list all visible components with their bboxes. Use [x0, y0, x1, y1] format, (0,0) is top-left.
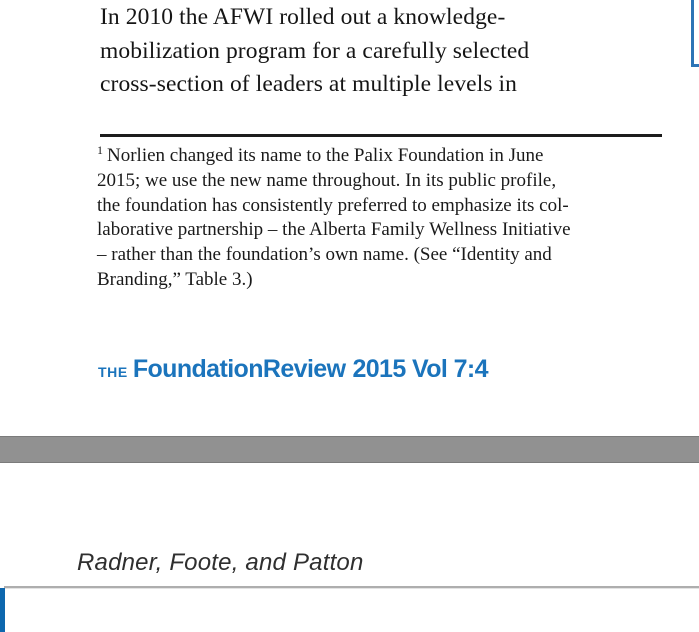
footnote-line: 2015; we use the new name throughout. In its public profile, — [97, 169, 557, 191]
footnote — [97, 144, 675, 293]
footnote-line: Branding,” Table 3.) — [97, 268, 253, 290]
content-top-rule — [4, 586, 699, 589]
footnote-line — [97, 144, 675, 169]
journal-footer — [98, 355, 488, 384]
running-head: Radner, Foote, and Patton — [77, 549, 364, 576]
journal-prefix: THE — [98, 364, 128, 380]
footnote-marker: 1 — [97, 142, 103, 157]
journal-title: FoundationReview — [132, 355, 346, 383]
journal-issue: 2015 Vol 7:4 — [352, 355, 488, 383]
body-line: cross-section of leaders at multiple levels in — [100, 71, 518, 97]
page-separator-bar — [0, 436, 699, 463]
footnote-rule — [100, 134, 662, 137]
sidebar-accent-bar — [0, 588, 5, 632]
body-paragraph — [100, 1, 660, 102]
footnote-line: – rather than the foundation’s own name. (See “Identity and — [97, 244, 552, 266]
footnote-line: laborative partnership – the Alberta Family Wellness Initiative — [97, 219, 571, 241]
body-line: In 2010 the AFWI rolled out a knowledge- — [100, 4, 506, 30]
footnote-line: the foundation has consistently preferred to emphasize its col- — [97, 194, 569, 216]
callout-box-corner — [691, 0, 699, 67]
footnote-line-text: Norlien changed its name to the Palix Foundation in June — [107, 145, 544, 166]
body-line: mobilization program for a carefully selected — [100, 37, 530, 64]
